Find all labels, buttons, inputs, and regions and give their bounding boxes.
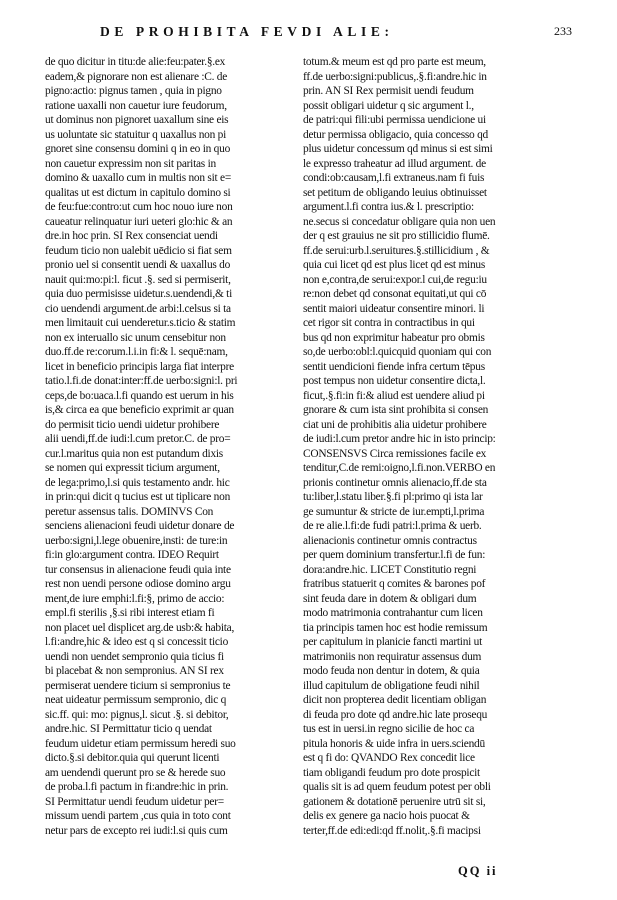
left-column-line: quia duo permisisse uidetur.s.uendendi,& ti xyxy=(45,288,232,300)
left-column-line: uendi non uendet sempronio quia ticius fi xyxy=(45,650,224,663)
right-column-line: set petitum de obligando leuius obtinuisset xyxy=(303,186,487,199)
left-column-line: de lega:primo,l.si quis testamento andr. hic xyxy=(45,476,230,489)
right-column-line: tu:liber,l.statu liber.§.fi pl:primo qi ista lar xyxy=(303,491,483,503)
left-column-line: de quo dicitur in titu:de alie:feu:pater.§.ex xyxy=(45,56,226,68)
right-column-line: delis ex genere ga nacio hois puocat & xyxy=(303,810,470,822)
left-column-line: netur pars de excepto rei iudi:l.si quis cum xyxy=(45,824,228,837)
right-column-line: cet rigor sit contra in contractibus in qui xyxy=(303,317,475,329)
right-column-line: sint feuda dare in dotem & obligari dum xyxy=(303,592,477,605)
left-column-line: senciens alienacioni feudi uidetur donare de xyxy=(45,520,235,532)
left-column-line: in prin:qui dicit q tucius est ut tiplicare non xyxy=(45,491,231,503)
signature-mark: QQ ii xyxy=(458,864,498,878)
left-column-line: feudum ticio non ualebit uēdicio si fiat sem xyxy=(45,244,232,257)
left-column-line: de feu:fue:contro:ut cum hoc nouo iure non xyxy=(45,201,233,213)
left-column-line: us uoluntate sic statuitur q uaxallus non pi xyxy=(45,128,227,141)
left-column-line: pronio uel si consentit uendi & uaxallus do xyxy=(45,259,231,271)
left-column-line: fi:in glo:argument contra. IDEO Requirt xyxy=(45,549,219,561)
left-column-line: SI Permittatur uendi feudum uidetur per= xyxy=(45,795,224,808)
right-column-line: alienacionis continetur omnis contractus xyxy=(303,534,477,547)
left-column-line: se nomen qui expressit ticium argument, xyxy=(45,462,220,474)
left-column-line: bi placebat & non sempronius. AN SI rex xyxy=(45,665,224,677)
right-column-line: prin. AN SI Rex permisit uendi feudum xyxy=(303,85,474,97)
right-column-line: de patri:qui fili:ubi permissa uendicione ui xyxy=(303,114,486,126)
right-column-line: di feuda pro dote qd andre.hic late prosequ xyxy=(303,708,488,721)
right-column-line: sentit maiori uideatur consentire minori. li xyxy=(303,302,485,315)
right-column-line: argument.l.fi contra ius.& l. prescriptio: xyxy=(303,201,474,213)
right-column-line: tenditur,C.de remi:oigno,l.fi.non.VERBO en xyxy=(303,462,496,474)
right-column-line: possit obligari uidetur q sic argument l., xyxy=(303,99,474,112)
right-column-line: ff.de uerbo:signi:publicus,.§.fi:andre.hic in xyxy=(303,70,487,83)
right-column-line: tus est in uersi.in regno sicilie de hoc ca xyxy=(303,723,475,735)
right-column-line: per quem dominium transfertur.l.fi de fun: xyxy=(303,549,486,561)
right-column-line: tia principis tamen hoc est hodie remissum xyxy=(303,621,488,634)
right-column-line: pitula honoris & uide infra in uers.sciendū xyxy=(303,737,485,750)
right-column-line: qualis sit is ad quem feudum potest per obli xyxy=(303,781,491,793)
right-column-line: ge sumuntur & stricte de iur.empti,l.prima xyxy=(303,505,485,518)
right-column-line: per capitulum in planicie fancti martini ut xyxy=(303,636,483,648)
right-column-line: post tempus non uidetur consentire dicta,l. xyxy=(303,375,486,387)
right-column-line: quia cui licet qd est plus licet qd est minus xyxy=(303,259,486,271)
right-column-line: re:non debet qd consonat equitati,ut qui cō xyxy=(303,288,487,300)
left-column-line: caueatur relinquatur iuri ueteri glo:hic & an xyxy=(45,215,233,228)
right-column-line: fratribus statuerit q comites & barones pof xyxy=(303,578,486,590)
left-column-line: non placet uel displicet arg.de usb:& habita, xyxy=(45,621,235,634)
right-column-line: CONSENSVS Circa remissiones facile ex xyxy=(303,447,487,460)
right-column-line: ciat uni de prohibitis alia uidetur prohibere xyxy=(303,418,487,431)
left-column-line: non ex interuallo sic unum censebitur non xyxy=(45,331,226,344)
left-column-line: is,& circa ea que beneficio exprimit ar quan xyxy=(45,404,234,416)
left-column-line: ment,de iure emphi:l.fi:§, primo de accio: xyxy=(45,592,225,605)
left-column-line: permiserat uendere ticium si sempronius te xyxy=(45,679,231,692)
left-column-line: non cauetur expressim non sit paritas in xyxy=(45,157,216,170)
left-column-line: l.fi:andre,hic & ideo est q si concessit ticio xyxy=(45,636,229,648)
right-column-line: dora:andre.hic. LICET Constitutio regni xyxy=(303,563,477,576)
left-column-line: ratione uaxalli non cauetur iure feudorum, xyxy=(45,99,227,112)
right-column-line: modo matrimonia contrahantur cum licen xyxy=(303,607,483,619)
left-column-line: peretur assensus talis. DOMINVS Con xyxy=(45,505,214,518)
right-column-line: le expresso traheatur ad illud argument. de xyxy=(303,157,486,170)
right-column-line: modo feuda non dentur in dotem, & quia xyxy=(303,665,480,677)
right-column-line: gationem & dotationē peruenire utrū sit si, xyxy=(303,795,486,808)
left-column-line: licet in beneficio principis larga fiat interpre xyxy=(45,360,234,373)
left-column-line: men limitauit cui uenderetur.s.ticio & statim xyxy=(45,317,236,329)
left-column-line: alii uendi,ff.de iudi:l.cum pretor.C. de pro= xyxy=(45,433,231,445)
left-column-line: duo.ff.de re:corum.l.i.in fi:& l. sequē:nam, xyxy=(45,346,228,358)
left-column-line: qualitas ut est dictum in capitulo domino si xyxy=(45,186,231,199)
right-text-column xyxy=(303,55,565,838)
left-column-line: dre.in hoc prin. SI Rex consenciat uendi xyxy=(45,230,218,242)
right-column-line: matrimoniis non requiratur assensus dum xyxy=(303,650,482,663)
right-column-line: de iudi:l.cum pretor andre hic in isto princip: xyxy=(303,433,496,445)
left-text-column xyxy=(45,55,300,838)
running-head-title: DE PROHIBITA FEVDI ALIE: xyxy=(100,24,394,39)
left-column-line: gnoret sine consensu domini q in eo in quo xyxy=(45,143,231,155)
left-column-line: missum uendi partem ,cus quia in toto cont xyxy=(45,810,231,822)
right-column-line: bus qd non exprimitur habeatur pro obmis xyxy=(303,331,485,344)
right-column-line: terter,ff.de edi:edi:qd ff.nolit,.§.fi macipsi xyxy=(303,824,481,837)
left-column-line: de proba.l.fi pactum in fi:andre:hic in prin. xyxy=(45,781,229,793)
left-column-line: tur consensus in alienacione feudi quia inte xyxy=(45,563,231,576)
right-column-line: plus uidetur concessum qd minus si est simi xyxy=(303,143,493,155)
left-column-line: ceps,de bo:uaca.l.fi quando est uerum in his xyxy=(45,389,234,402)
left-column-line: pigno:actio: pignus tamen , quia in pigno xyxy=(45,85,222,97)
running-head xyxy=(40,22,600,44)
right-column-line: so,de uerbo:obl:l.quicquid quoniam qui con xyxy=(303,346,492,358)
right-column-line: ff.de serui:urb.l.seruitures.§.stillicidium , & xyxy=(303,244,490,257)
right-column-line: totum.& meum est qd pro parte est meum, xyxy=(303,56,486,68)
right-column-line: dicit non propterea dedit licentiam obligan xyxy=(303,694,487,706)
left-column-line: ut dominus non pignoret uaxallum sine eis xyxy=(45,114,229,126)
right-column-line: der q est grauius ne sit pro stillicidio flumē. xyxy=(303,230,490,242)
left-column-line: dicto.§.si debitor.quia qui querunt licenti xyxy=(45,752,220,764)
left-column-line: do permisit ticio uendi uidetur prohibere xyxy=(45,418,220,431)
right-column-line: detur permissa obligacio, quia concesso qd xyxy=(303,128,488,141)
left-column-line: feudum uidetur etiam permissum heredi suo xyxy=(45,737,236,750)
right-column-line: non e,contra,de serui:expor.l cui,de regu:iu xyxy=(303,273,487,286)
right-column-line: est q fi do: QVANDO Rex concedit lice xyxy=(303,752,475,764)
left-column-line: domino & uaxallo cum in multis non sit e= xyxy=(45,172,232,184)
left-column-line: eadem,& pignorare non est alienare :C. de xyxy=(45,70,228,83)
right-column-line: illud capitulum de obligatione feudi nihil xyxy=(303,679,480,692)
folio-number: 233 xyxy=(554,24,572,38)
right-column-line: de re alie.l.fi:de fudi patri:l.prima & uerb. xyxy=(303,520,482,532)
left-column-line: tatio.l.fi.de donat:inter:ff.de uerbo:signi:l. pri xyxy=(45,375,238,387)
left-column-line: am uendendi querunt pro se & herede suo xyxy=(45,766,226,779)
right-column-line: ne.secus si concedatur obligare quia non uen xyxy=(303,215,496,228)
right-column-line: sentit uendicioni fiende infra certum tēpus xyxy=(303,360,485,373)
right-column-line: tiam obligandi feudum pro dote prospicit xyxy=(303,766,480,779)
left-column-line: sic.ff. qui: mo: pignus,l. sicut .§. si debitor, xyxy=(45,708,229,721)
left-column-line: cur.l.maritus quia non est putandum dixis xyxy=(45,447,223,460)
right-column-line: condi:ob:causam,l.fi extraneus.nam fi fuis xyxy=(303,172,485,184)
left-column-line: empl.fi sterilis ,§.si ribi interest etiam fi xyxy=(45,607,215,619)
left-column-line: neat uideatur permissum sempronio, dic q xyxy=(45,694,227,706)
right-column-line: prionis continetur omnis alienacio,ff.de sta xyxy=(303,476,487,489)
right-column-line: ficut,.§.fi:in fi:& aliud est uendere aliud pi xyxy=(303,389,485,402)
left-column-line: cio uendendi argument.de arbi:l.celsus si ta xyxy=(45,302,231,315)
left-column-line: andre.hic. SI Permittatur ticio q uendat xyxy=(45,723,212,735)
left-column-line: uerbo:signi,l.lege obuenire,insti: de ture:in xyxy=(45,534,228,547)
right-column-line: gnorare & cum ista sint prohibita si consen xyxy=(303,404,489,416)
left-column-line: nauit qui:mo:pi:l. ficut .§. sed si permiserit, xyxy=(45,273,231,286)
left-column-line: rest non uendi persone odiose domino argu xyxy=(45,578,231,590)
